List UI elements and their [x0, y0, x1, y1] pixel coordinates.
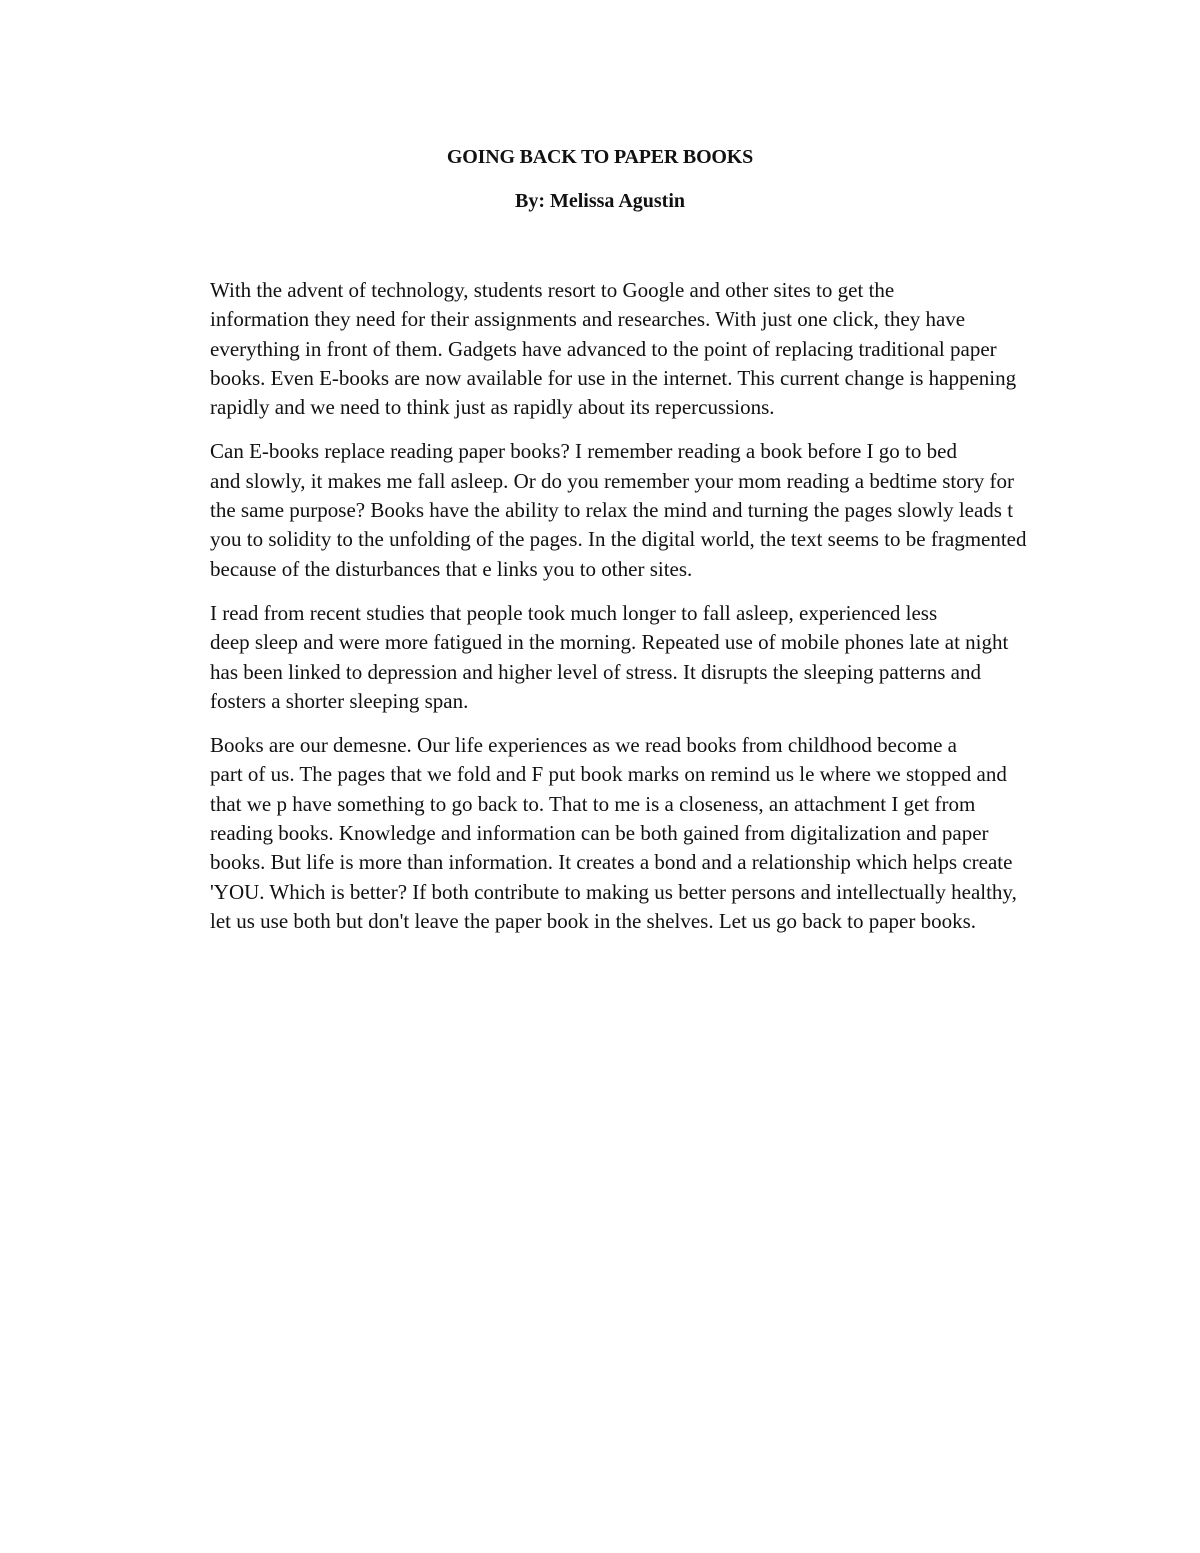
paragraph-line: reading books. Knowledge and information can be both gained from digitalization and paper [210, 821, 989, 846]
paragraph-line: Books are our demesne. Our life experiences as we read books from childhood become a [210, 733, 957, 758]
paragraph-line: you to solidity to the unfolding of the pages. In the digital world, the text seems to be fragmented [210, 527, 1027, 552]
paragraph-line: part of us. The pages that we fold and F put book marks on remind us le where we stopped and [210, 762, 1007, 787]
paragraph-line: I read from recent studies that people took much longer to fall asleep, experienced less [210, 600, 938, 625]
paragraph-line: books. Even E-books are now available for use in the internet. This current change is happening [210, 365, 1017, 390]
paragraph-line: 'YOU. Which is better? If both contribute to making us better persons and intellectually healthy, [210, 879, 1017, 904]
paragraph-line: let us use both but don't leave the paper book in the shelves. Let us go back to paper books. [210, 908, 977, 933]
paragraph-line: rapidly and we need to think just as rapidly about its repercussions. [210, 395, 775, 420]
paragraph-3 [141, 599, 1061, 716]
paragraph-line: books. But life is more than information. It creates a bond and a relationship which helps create [210, 850, 1013, 875]
paragraph-line: everything in front of them. Gadgets have advanced to the point of replacing traditional paper [210, 336, 997, 361]
paragraph-line: Can E-books replace reading paper books? I remember reading a book before I go to bed [210, 439, 957, 464]
document-title: GOING BACK TO PAPER BOOKS [446, 146, 754, 168]
paragraph-line: the same purpose? Books have the ability to relax the mind and turning the pages slowly leads t [210, 498, 1014, 523]
paragraph-1 [141, 276, 1061, 422]
paragraph-line: information they need for their assignments and researches. With just one click, they have [210, 307, 966, 332]
paragraph-line: and slowly, it makes me fall asleep. Or do you remember your mom reading a bedtime story for [210, 468, 1014, 493]
paragraph-2 [141, 437, 1061, 583]
paragraph-line: With the advent of technology, students resort to Google and other sites to get the [210, 278, 895, 302]
paragraph-line: that we p have something to go back to. That to me is a closeness, an attachment I get from [210, 791, 976, 816]
paragraph-line: because of the disturbances that e links you to other sites. [210, 556, 693, 581]
paragraph-4 [141, 731, 1061, 936]
paragraph-line: deep sleep and were more fatigued in the morning. Repeated use of mobile phones late at night [210, 630, 1009, 655]
paragraph-line: fosters a shorter sleeping span. [210, 688, 469, 713]
author-byline: By: Melissa Agustin [514, 190, 686, 212]
document-body [141, 276, 1061, 951]
paragraph-line: has been linked to depression and higher level of stress. It disrupts the sleeping patterns and [210, 659, 981, 684]
